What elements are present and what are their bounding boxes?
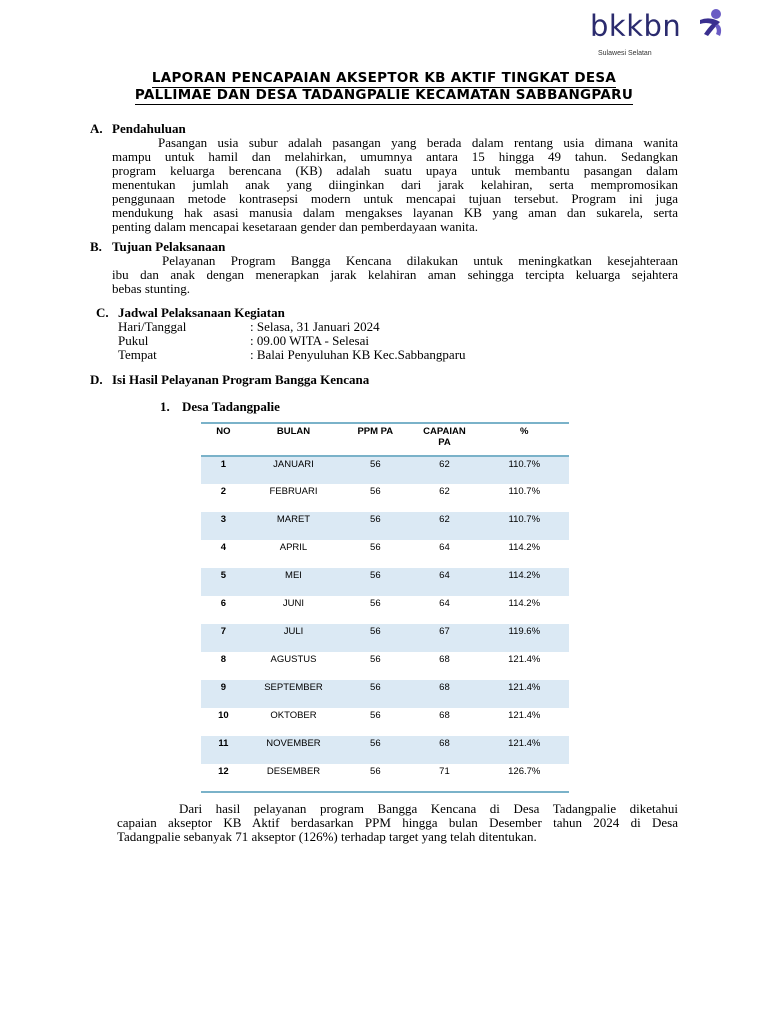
table-row: 3 MARET 56 62 110.7% (201, 512, 569, 540)
table-row: 5 MEI 56 64 114.2% (201, 568, 569, 596)
table-row: 4 APRIL 56 64 114.2% (220, 542, 541, 553)
table-row: 9 SEPTEMBER 56 68 121.4% (201, 680, 569, 708)
column-header-no: NO (201, 423, 246, 456)
table-row: 8 AGUSTUS 56 68 121.4% (220, 654, 541, 665)
section-b-paragraph: Pelayanan Program Bangga Kencana dilakukan untuk meningkatkan kesejahteraan ibu dan anak dengan menerapkan jarak kelahiran aman sehingga tercipta keluarga sejahtera bebas stunting. (112, 253, 678, 296)
section-a-paragraph: Pasangan usia subur adalah pasangan yang berada dalam rentang usia dimana wanita mampu untuk hamil dan melahirkan, umumnya antara 15 hingga 49 tahun. Sedangkan program keluarga berencana (KB) adalah suatu upaya untuk membantu pasangan dalam menentukan jumlah anak yang diinginkan dari jarak kelahiran, serta mempromosikan penggunaan metode kontrasepsi modern untuk mencapai tujuan tersebut. Program ini juga mendukung hak asasi manusia dalam mengakses layanan KB yang aman dan sukarela, serta penting dalam mencapai kesetaraan gender dan pemberdayaan wanita. (112, 135, 678, 234)
table-row: 10 OKTOBER 56 68 121.4% (218, 710, 541, 721)
table-row: 12 DESEMBER 56 71 126.7% (218, 766, 541, 777)
table-row: 11 NOVEMBER 56 68 121.4% (201, 736, 569, 764)
table-row: 7 JULI 56 67 119.6% (201, 624, 569, 652)
column-header-percent: % (480, 423, 569, 456)
table-row: 6 JUNI 56 64 114.2% (220, 598, 541, 609)
column-header-bulan: BULAN (246, 423, 342, 456)
bkkbn-logo (582, 4, 734, 60)
logo-mark-icon (694, 6, 726, 40)
subsection-heading: 1. Desa Tadangpalie (160, 399, 280, 414)
conclusion-paragraph: Dari hasil pelayanan program Bangga Kencana di Desa Tadangpalie diketahui capaian akseptor KB Aktif berdasarkan PPM hingga bulan Desember tahun 2024 di Desa Tadangpalie sebanyak 71 akseptor (126%) terhadap target yang telah ditentukan. (117, 801, 678, 844)
section-a-heading: A. Pendahuluan (90, 121, 186, 136)
column-header-capaian-pa: CAPAIAN PA (409, 423, 479, 456)
report-title-line-2: PALLIMAE DAN DESA TADANGPALIE KECAMATAN SABBANGPARU (134, 87, 634, 103)
schedule-row-place: Tempat : Balai Penyuluhan KB Kec.Sabbangparu (118, 347, 466, 362)
table-row: 1 JANUARI 56 62 110.7% (201, 456, 569, 484)
column-header-ppm-pa: PPM PA (341, 423, 409, 456)
table-row: 2 FEBRUARI 56 62 110.7% (220, 486, 541, 497)
schedule-block (118, 320, 466, 362)
logo-region-text: Sulawesi Selatan (598, 50, 652, 57)
table-header-row (201, 423, 569, 456)
section-d-heading: D. Isi Hasil Pelayanan Program Bangga Kencana (90, 372, 370, 387)
report-title-line-1: LAPORAN PENCAPAIAN AKSEPTOR KB AKTIF TINGKAT DESA (151, 70, 617, 86)
schedule-row-time: Pukul : 09.00 WITA - Selesai (118, 333, 369, 348)
section-c-heading: C. Jadwal Pelaksanaan Kegiatan (96, 305, 285, 320)
section-b-heading: B. Tujuan Pelaksanaan (90, 239, 226, 254)
schedule-row-date: Hari/Tanggal : Selasa, 31 Januari 2024 (118, 319, 380, 334)
acceptor-table (201, 422, 569, 793)
logo-wordmark: bkkbn (590, 9, 682, 43)
